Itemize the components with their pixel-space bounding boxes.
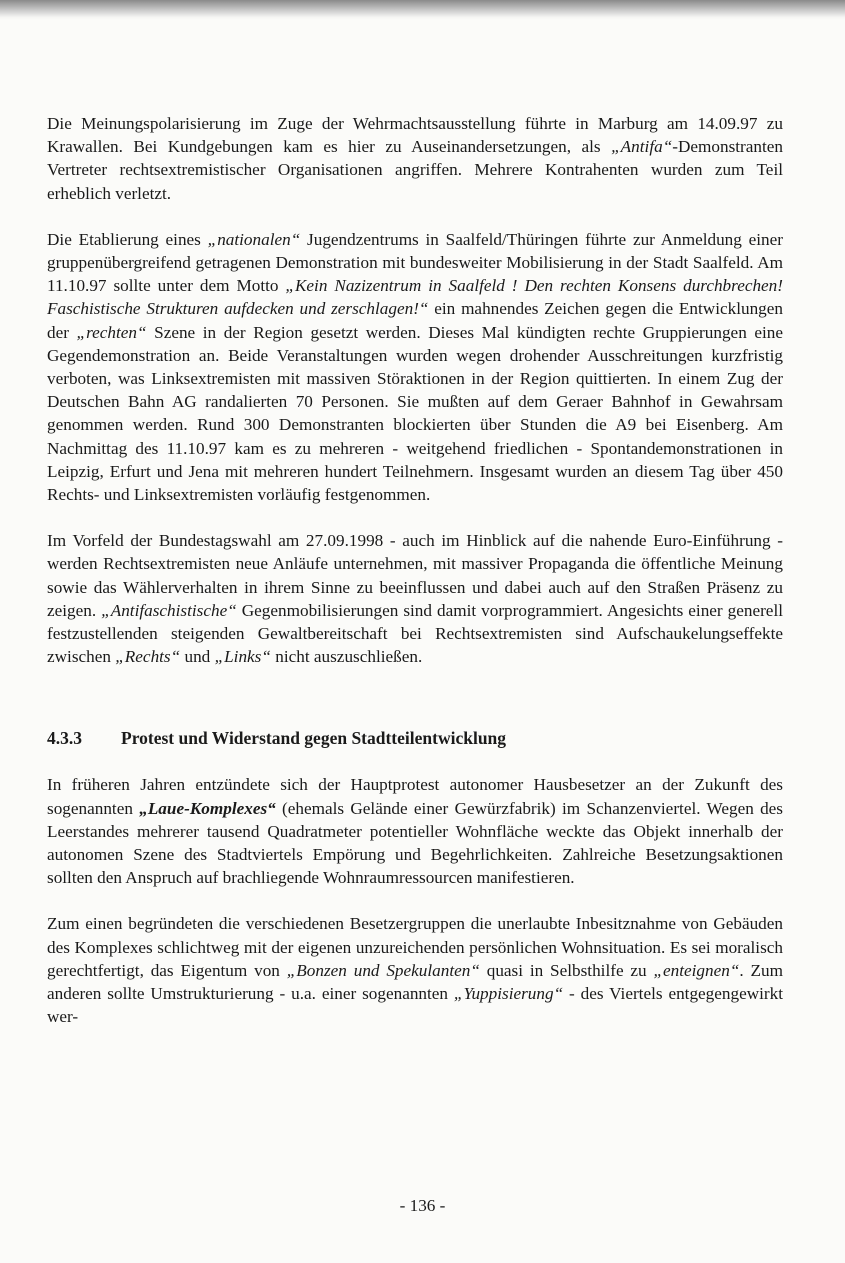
text: Gegenmobilisierungen sind damit vorprogrammiert. Angesichts einer generell festzustellenden steigenden Gewaltbereitschaft bei Rechtsextremisten sind Aufschaukelungseffekte zwischen — [47, 600, 783, 667]
paragraph-besetzergruppen — [47, 912, 783, 1028]
page-content — [47, 112, 783, 1029]
text: Im Vorfeld der Bundestagswahl am 27.09.1998 - auch im Hinblick auf die nahende Euro-Einführung - werden Rechtsextremisten neue Anläufe unternehmen, mit massiver Propaganda die öffentliche Meinung sowie das Wählerverhalten in ihrem Sinne zu beeinflussen und dabei auch auf den Straßen Präsenz zu zeigen. — [47, 531, 783, 620]
emphasis: „Links“ — [214, 647, 271, 667]
text: Jugendzentrums in Saalfeld/Thüringen führte zur Anmeldung einer gruppenübergreifend getragenen Demonstration mit bundesweiter Mobilisierung in der Stadt Saalfeld. Am 11.10.97 sollte unter dem Motto — [47, 229, 783, 296]
emphasis: „rechten“ — [76, 322, 147, 342]
text: ein mahnendes Zeichen gegen die Entwicklungen der — [47, 299, 783, 342]
text: nicht auszuschließen. — [270, 647, 423, 667]
paragraph-saalfeld — [47, 228, 783, 506]
emphasis: „Antifaschistische“ — [101, 600, 237, 620]
text: Die Meinungspolarisierung im Zuge der Wehrmachtsausstellung führte in Marburg am 14.09.97 zu Krawallen. Bei Kundgebungen kam es hier zu Auseinandersetzungen, als — [47, 114, 783, 157]
text: -Demonstranten Vertreter rechtsextremistischer Organisationen angriffen. Mehrere Kontrahenten wurden zum Teil erheblich verletzt. — [47, 137, 783, 203]
emphasis: „Bonzen und Spekulanten“ — [286, 960, 480, 980]
text: In früheren Jahren entzündete sich der Hauptprotest autonomer Hausbesetzer an der Zukunft des sogenannten — [47, 775, 783, 818]
section-number: 4.3.3 — [47, 728, 82, 749]
page-number: - 136 - — [399, 1196, 446, 1215]
emphasis: „Yuppisierung“ — [453, 984, 564, 1004]
emphasis: „Antifa“ — [611, 137, 673, 157]
text: Zum einen begründeten die verschiedenen Besetzergruppen die unerlaubte Inbesitznahme von Gebäuden des Komplexes schlichtweg mit der eigenen unzureichenden persönlichen Wohnsituation. Es sei moralisch gerechtfertigt, das Eigentum von — [47, 914, 783, 980]
scan-edge-shadow — [0, 0, 845, 20]
text: (ehemals Gelände einer Gewürzfabrik) im Schanzenviertel. Wegen des Leerstandes mehrerer tausend Quadratmeter potentieller Wohnfläche weckte das Objekt innerhalb der autonomen Szene des Stadtviertels Empörung und Begehrlichkeiten. Zahlreiche Besetzungsaktionen sollten den Anspruch auf brachliegende Wohnraumressourcen manifestieren. — [47, 798, 783, 888]
text: - des Viertels entgegengewirkt wer- — [47, 984, 783, 1027]
text: quasi in Selbsthilfe zu — [479, 960, 654, 980]
emphasis: „nationalen“ — [207, 229, 301, 249]
text: Szene in der Region gesetzt werden. Dieses Mal kündigten rechte Gruppierungen eine Gegendemonstration an. Beide Veranstaltungen wurden wegen drohender Ausschreitungen kurzfristig verboten, was Linksextremisten mit massiven Störaktionen in der Region quittierten. In einem Zug der Deutschen Bahn AG randalierten 70 Personen. Sie mußten auf dem Geraer Bahnhof in Gewahrsam genommen werden. Rund 300 Demonstranten blockierten über Stunden die A9 bei Eisenberg. Am Nachmittag des 11.10.97 kam es zu mehreren - weitgehend friedlichen - Spontandemonstrationen in Leipzig, Erfurt und Jena mit mehreren hundert Teilnehmern. Insgesamt wurden an diesem Tag über 450 Rechts- und Linksextremisten vorläufig festgenommen. — [47, 322, 783, 505]
section-heading — [47, 727, 783, 750]
paragraph-laue-komplex — [47, 773, 783, 889]
paragraph-marburg — [47, 112, 783, 205]
emphasis: „Rechts“ — [115, 647, 181, 667]
emphasis-bold: „Laue-Komplexes“ — [139, 798, 276, 818]
text: Die Etablierung eines — [47, 229, 208, 249]
text: und — [180, 647, 215, 667]
paragraph-bundestagswahl — [47, 529, 783, 668]
emphasis: „enteignen“ — [653, 960, 740, 980]
emphasis: „Kein Nazizentrum in Saalfeld ! Den rechten Konsens durchbrechen! Faschistische Strukturen aufdecken und zerschlagen!“ — [47, 276, 783, 319]
text: . Zum anderen sollte Umstrukturierung - u.a. einer sogenannten — [47, 960, 783, 1004]
section-title: Protest und Widerstand gegen Stadtteilentwicklung — [121, 728, 507, 749]
